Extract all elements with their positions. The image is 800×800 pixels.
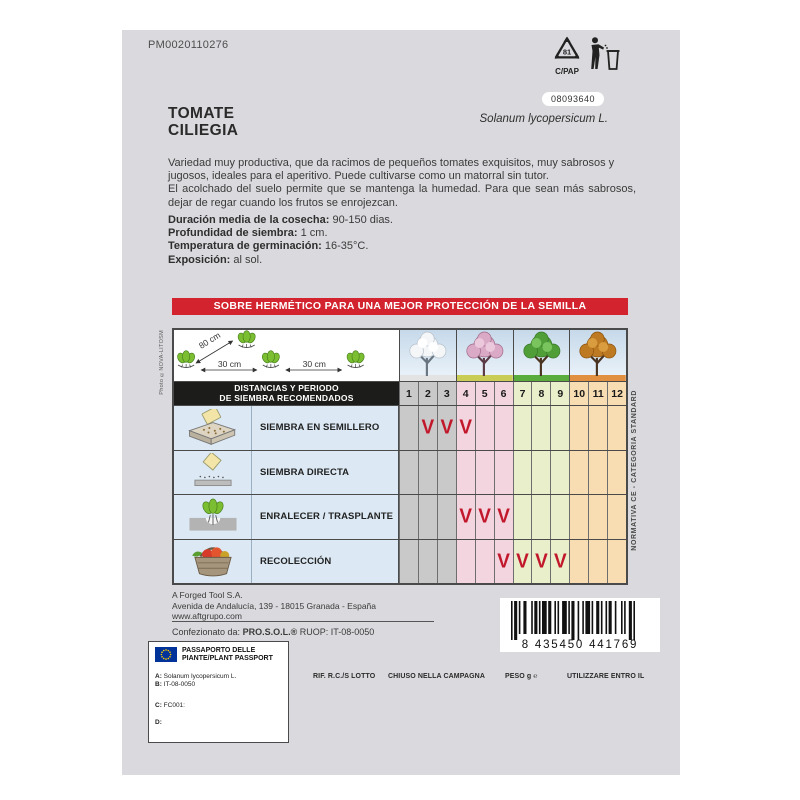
month-cell [475,540,494,584]
summer-tree-icon [514,330,570,381]
month-header-3: 3 [437,382,456,405]
packer-prefix: Confezionato da: [172,627,243,637]
distance-label-1: 30 cm [217,359,242,369]
recycling-symbol [550,35,584,76]
transplant-icon [174,495,252,539]
month-cell [550,451,569,495]
passport-title-line2: PIANTE/PLANT PASSPORT [182,655,273,662]
month-header-6: 6 [494,382,513,405]
footer-field: CHIUSO NELLA CAMPAGNA [388,673,485,680]
ce-standard-note: NORMATIVA CE - CATEGORIA STANDARD [631,390,638,551]
winter-tree-icon [400,330,456,381]
check-mark: V [459,416,473,439]
table-row [174,405,626,450]
month-cell [550,495,569,539]
distance-label-2: 30 cm [302,359,326,369]
month-cell [399,540,418,584]
month-cell [418,540,437,584]
month-cell [607,406,626,450]
month-cell [494,451,513,495]
hermetic-banner: SOBRE HERMÉTICO PARA UNA MEJOR PROTECCIÓN DE LA SEMILLA [172,298,628,315]
month-cell [475,451,494,495]
spec-value: 1 cm. [297,227,328,240]
barcode [500,598,660,652]
month-cell [399,495,418,539]
footer-field: PESO g ℮ [505,673,538,680]
month-cell [569,540,588,584]
seed-packet-icon [174,451,252,495]
month-cell [418,451,437,495]
month-cell [456,540,475,584]
spec-value: 16-35°C. [321,240,369,253]
product-title-line1: TOMATE [168,105,235,122]
spec-label: Temperatura de germinación: [168,240,322,253]
month-cell [607,451,626,495]
row-distance-label: 80 cm [196,330,223,351]
barcode-digits: 8 435450 441769 [521,639,639,651]
month-cell [399,406,418,450]
recycling-material-label: C/PAP [555,67,579,76]
month-cell [569,406,588,450]
description [168,157,636,210]
calendar-header-row [174,330,626,382]
check-mark: V [497,505,510,528]
check-mark: V [478,505,491,528]
month-cell [550,540,569,584]
month-cell [513,451,532,495]
passport-title-line1: PASSAPORTO DELLE [182,647,256,654]
row-label: ENRALECER / TRASPLANTE [252,495,399,539]
footer-field: UTILIZZARE ENTRO IL [567,673,645,680]
footer-field: RIF. R.C./S LOTTO [313,673,376,680]
plant-icon [261,351,281,368]
month-header-7: 7 [513,382,532,405]
spring-tree-icon [457,330,513,381]
specs [168,214,636,267]
company-block [172,590,376,622]
calendar-months-row [174,382,626,405]
divider [172,621,434,622]
row-label: SIEMBRA DIRECTA [252,451,399,495]
month-cell [494,540,513,584]
month-cell [437,406,456,450]
month-header-1: 1 [399,382,418,405]
sowing-calendar-table [172,328,628,585]
month-cell [399,451,418,495]
spec-line [168,240,636,253]
month-cell [437,495,456,539]
check-mark: V [553,550,567,573]
month-cell [475,406,494,450]
company-website: www.aftgrupo.com [172,611,242,621]
autumn-tree-icon [570,330,626,381]
calendar-title [174,382,399,405]
month-cell [531,451,550,495]
month-cell [456,495,475,539]
check-mark: V [421,416,435,439]
packer-name: PRO.S.O.L.® [242,627,298,637]
company-name: A Forged Tool S.A. [172,590,243,600]
passport-field-a: A: Solanum lycopersicum L. [155,673,237,680]
month-cell [569,495,588,539]
product-title [168,106,238,139]
month-cell [607,495,626,539]
month-cell [513,495,532,539]
description-paragraph: Variedad muy productiva, que da racimos de pequeños tomates exquisitos, muy sabrosos y jugosos, ideales para el aperitivo. Puede cultivarse como un matorral sin tutor. [168,157,615,183]
print-code: PM0020110276 [148,39,229,51]
spec-label: Duración media de la cosecha: [168,214,330,226]
plant-icon [236,331,256,348]
passport-field-c: C: FC001: [155,702,185,709]
month-cell [531,406,550,450]
calendar-title-line1: DISTANCIAS Y PERIODO [234,383,339,393]
species-latin-name: Solanum lycopersicum L. [479,113,608,125]
packer-suffix: RUOP: IT-08-0050 [297,627,375,637]
table-row [174,450,626,495]
company-address: Avenida de Andalucía, 139 - 18015 Granada - España [172,600,376,611]
month-cell [456,451,475,495]
month-header-cells [399,382,626,405]
check-mark: V [516,550,529,573]
plant-passport-box [148,641,289,743]
spec-line [168,227,636,240]
month-header-10: 10 [569,382,588,405]
check-mark: V [459,505,473,528]
spacing-diagram-cell [174,330,399,381]
passport-title [182,647,273,663]
photo-credit: Photo ©NOVA-LITOSM [159,330,165,395]
table-row [174,539,626,584]
passport-field-d: D: [155,719,162,726]
spec-line [168,254,636,267]
month-cell [418,495,437,539]
check-mark: V [535,550,548,573]
seed-packet-back [122,30,680,775]
passport-field-b: B: IT-08-0050 [155,681,196,688]
month-header-2: 2 [418,382,437,405]
month-header-12: 12 [607,382,626,405]
season-summer [513,330,570,381]
season-winter [399,330,456,381]
month-cell [588,540,607,584]
month-cell [513,406,532,450]
calendar-title-line2: DE SIEMBRA RECOMENDADOS [219,392,354,403]
month-cell [437,451,456,495]
spec-label: Exposición: [168,253,231,266]
month-cell [456,406,475,450]
season-cells [399,330,626,381]
month-cell [588,495,607,539]
month-header-9: 9 [550,382,569,405]
row-label: RECOLECCIÓN [252,540,399,584]
month-cell [550,406,569,450]
month-cell [569,451,588,495]
month-cell [418,406,437,450]
month-cell [588,451,607,495]
season-spring [456,330,513,381]
plant-icon [176,351,196,368]
product-title-line2: CILIEGIA [168,121,239,139]
row-label: SIEMBRA EN SEMILLERO [252,406,399,450]
spec-label: Profundidad de siembra: [168,227,298,240]
eu-flag-icon [155,647,177,667]
recycling-code: 81 [562,47,572,57]
check-mark: V [440,416,454,439]
plant-icon [345,351,365,368]
batch-number-pill: 08093640 [542,92,604,106]
spec-value: 90-150 dias. [329,214,393,226]
recycling-triangle-icon [552,35,582,63]
spacing-diagram [174,330,399,381]
month-cell [494,495,513,539]
check-mark: V [497,550,510,573]
month-cell [607,540,626,584]
month-header-11: 11 [588,382,607,405]
month-cell [494,406,513,450]
month-cell [531,540,550,584]
table-body [174,405,626,583]
spec-value: al sol. [230,253,263,266]
month-cell [437,540,456,584]
packer-line [172,627,374,637]
spec-line [168,214,636,227]
month-cell [531,495,550,539]
table-row [174,494,626,539]
month-cell [475,495,494,539]
description-paragraph: El acolchado del suelo permite que se mantenga la humedad. Para que sean más sabrosos, dejar de regar cuando los frutos se enrojezcan. [168,183,636,209]
month-header-4: 4 [456,382,475,405]
tidy-man-icon [585,34,621,74]
month-cell [513,540,532,584]
month-cell [588,406,607,450]
barcode-bars [505,600,655,642]
season-autumn [569,330,626,381]
month-header-8: 8 [531,382,550,405]
month-header-5: 5 [475,382,494,405]
seed-tray-icon [174,406,252,450]
harvest-basket-icon [174,540,252,584]
